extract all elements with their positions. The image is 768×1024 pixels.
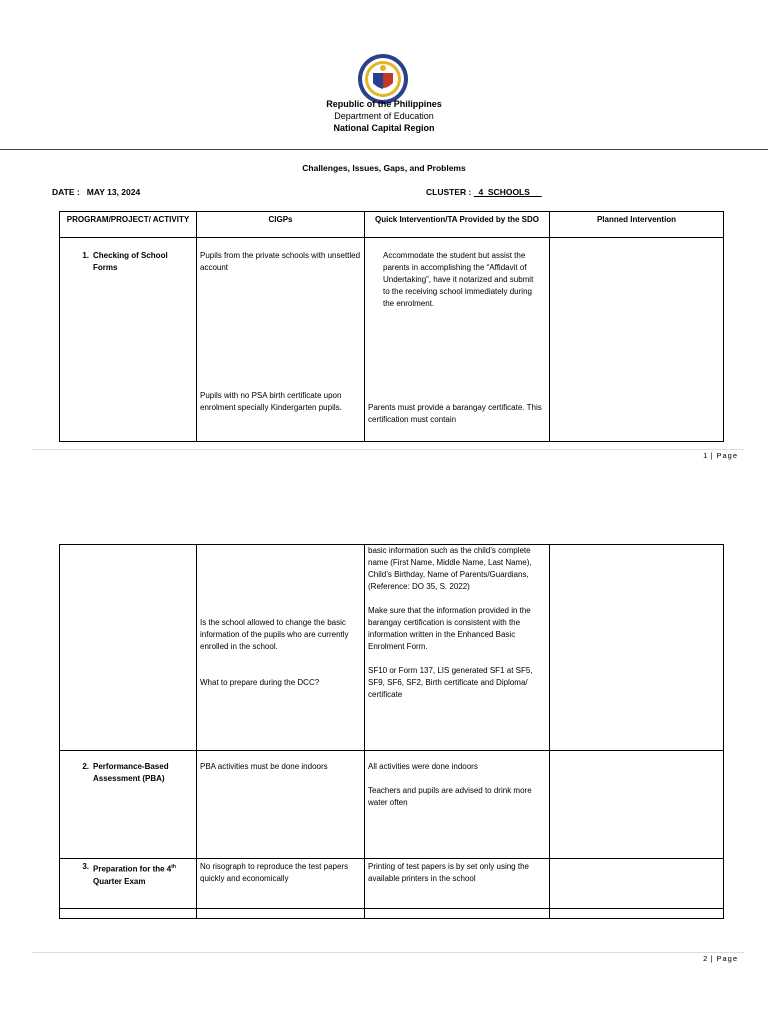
quick-intervention-text: Make sure that the information provided in the barangay certification is consistent with the information written in the Enhanced Basic Enrolment Form. [368,606,531,651]
cigp-text: No risograph to reproduce the test papers quickly and economically [200,862,349,883]
quick-intervention-text: basic information such as the child’s complete name (First Name, Middle Name, Last Name), Child’s Birthday, Name of Parents/Guardians, (Reference: DO 35, S. 2022) [368,546,532,591]
empty-cell [197,909,365,919]
quick-intervention-text: SF10 or Form 137, LIS generated SF1 at SF5, SF9, SF6, SF2, Birth certificate and Diploma/ certificate [368,666,533,699]
activity-label: 2. Performance-Based Assessment (PBA) [82,762,169,783]
activity-cell [60,545,197,751]
header-region: National Capital Region [333,123,435,133]
page-footer-rule [32,952,744,953]
page-number: 2 | Page [703,954,738,963]
cluster-value: 4 SCHOOLS [473,187,542,197]
cigp-text: Is the school allowed to change the basic information of the pupils who are currently enrolled in the school. [200,618,349,651]
page-footer-rule [32,449,744,450]
planned-intervention-cell [550,751,724,859]
cluster-field [426,187,542,197]
cigp-table-page2 [59,544,724,919]
quick-intervention-text: Accommodate the student but assist the parents in accomplishing the “Affidavit of Undertaking”, have it notarized and submit to the receiving school immediately during the enrolment. [383,251,534,308]
activity-label: 3. Preparation for the 4th Quarter Exam [82,862,176,886]
cigp-text: Pupils with no PSA birth certificate upon enrolment specially Kindergarten pupils. [200,391,342,412]
header-department: Department of Education [334,111,434,121]
col-header-cigps: CIGPs [197,212,365,238]
col-header-planned-intervention: Planned Intervention [550,212,724,238]
quick-intervention-text: Teachers and pupils are advised to drink more water often [368,786,532,807]
planned-intervention-cell [550,238,724,442]
quick-intervention-text: Printing of test papers is by set only using the available printers in the school [368,862,529,883]
cigp-table-page1 [59,211,724,442]
empty-cell [365,909,550,919]
document-title: Challenges, Issues, Gaps, and Problems [302,163,466,173]
quick-intervention-text: All activities were done indoors [368,762,478,771]
cigp-text: PBA activities must be done indoors [200,762,328,771]
date-label: DATE : [52,187,80,197]
col-header-quick-intervention: Quick Intervention/TA Provided by the SDO [365,212,550,238]
page-number: 1 | Page [703,451,738,460]
col-header-activity: PROGRAM/PROJECT/ ACTIVITY [60,212,197,238]
cigp-text: Pupils from the private schools with unsettled account [200,251,361,272]
cluster-label: CLUSTER : [426,187,472,197]
date-field [52,187,140,197]
header-rule [0,149,768,150]
cigp-text: What to prepare during the DCC? [200,678,320,687]
empty-cell [550,909,724,919]
planned-intervention-cell [550,545,724,751]
quick-intervention-text: Parents must provide a barangay certificate. This certification must contain [368,403,542,424]
date-value: MAY 13, 2024 [86,187,141,197]
empty-cell [60,909,197,919]
header-republic: Republic of the Philippines [326,99,442,109]
activity-label: 1. Checking of School Forms [82,251,168,272]
planned-intervention-cell [550,859,724,909]
